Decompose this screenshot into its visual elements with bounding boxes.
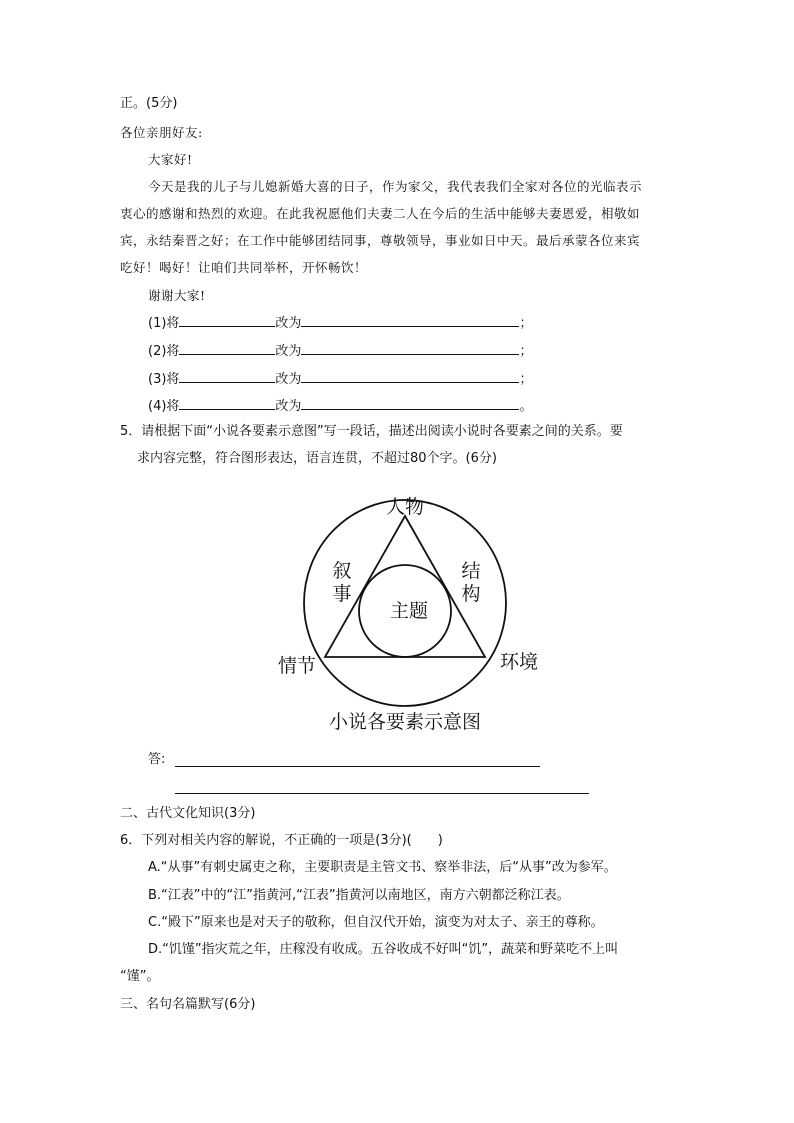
section2-heading: 二、古代文化知识(3分) — [120, 806, 256, 821]
intro-line: 正。(5分) — [120, 96, 178, 111]
fill-item-mid: 改为 — [275, 344, 302, 359]
fill-blank-to[interactable] — [301, 395, 519, 410]
section3-heading: 三、名句名篇默写(6分) — [120, 997, 256, 1012]
fill-blank-from[interactable] — [179, 340, 275, 355]
fill-item-num: (1)将 — [148, 316, 180, 331]
fill-item-num: (4)将 — [148, 399, 180, 414]
label-characters: 人物 — [385, 496, 425, 518]
q5-line-2: 求内容完整，符合图形表达，语言连贯，不超过80个字。(6分) — [137, 451, 497, 466]
hello: 大家好! — [148, 152, 193, 167]
q6-option-b: B.“江表”中的“江”指黄河,“江表”指黄河以南地区，南方六朝都泛称江表。 — [148, 888, 570, 903]
fill-blank-from[interactable] — [179, 312, 275, 327]
fill-blank-from[interactable] — [179, 395, 275, 410]
speech-line-1: 今天是我的儿子与儿媳新婚大喜的日子，作为家父，我代表我们全家对各位的光临表示 — [148, 179, 643, 194]
q6-option-a: A.“从事”有刺史属吏之称，主要职责是主管文书、察举非法，后“从事”改为参军。 — [148, 860, 617, 875]
q6-option-c: C.“殿下”原来也是对天子的敬称，但自汉代开始，演变为对太子、亲王的尊称。 — [148, 915, 604, 930]
greeting: 各位亲朋好友: — [120, 125, 203, 140]
q5-line-1: 5．请根据下面“小说各要素示意图”写一段话，描述出阅读小说时各要素之间的关系。要 — [120, 424, 623, 439]
fill-item-mid: 改为 — [275, 399, 302, 414]
speech-line-4: 吃好！喝好！让咱们共同举杯，开怀畅饮！ — [120, 260, 368, 275]
fill-item-mid: 改为 — [275, 316, 302, 331]
fill-blank-to[interactable] — [301, 340, 519, 355]
q6-stem: 6．下列对相关内容的解说，不正确的一项是(3分)( ) — [120, 833, 443, 848]
fill-blank-to[interactable] — [301, 368, 519, 383]
label-structure-2: 构 — [461, 583, 481, 605]
fill-blank-from[interactable] — [179, 368, 275, 383]
fill-item-end: ； — [519, 344, 533, 359]
q6-option-d-cont: “馑”。 — [120, 969, 160, 984]
fill-item-4 — [148, 395, 532, 417]
label-theme: 主题 — [389, 600, 429, 622]
answer-label: 答: — [148, 752, 166, 767]
fill-item-num: (3)将 — [148, 372, 180, 387]
q6-option-d: D.“饥馑”指灾荒之年，庄稼没有收成。五谷收成不好叫“饥”，蔬菜和野菜吃不上叫 — [148, 942, 619, 957]
label-narration-2: 事 — [332, 583, 352, 605]
fill-blank-to[interactable] — [301, 312, 519, 327]
thanks: 谢谢大家! — [148, 288, 206, 303]
novel-elements-diagram — [270, 490, 560, 740]
fill-item-mid: 改为 — [275, 372, 302, 387]
fill-item-end: ； — [519, 372, 533, 387]
label-plot: 情节 — [277, 655, 317, 677]
fill-item-3 — [148, 368, 532, 390]
fill-item-2 — [148, 340, 532, 362]
label-narration-1: 叙 — [332, 560, 352, 582]
diagram-caption: 小说各要素示意图 — [328, 711, 482, 733]
fill-item-end: 。 — [519, 399, 533, 414]
fill-item-1 — [148, 312, 532, 334]
label-environment: 环境 — [499, 651, 539, 673]
speech-line-2: 衷心的感谢和热烈的欢迎。在此我祝愿他们夫妻二人在今后的生活中能够夫妻恩爱，相敬如 — [120, 206, 641, 221]
speech-line-3: 宾，永结秦晋之好；在工作中能够团结同事，尊敬领导，事业如日中天。最后承蒙各位来宾 — [120, 233, 641, 248]
fill-item-num: (2)将 — [148, 344, 180, 359]
label-structure-1: 结 — [461, 560, 481, 582]
answer-line-1[interactable] — [175, 766, 540, 767]
answer-line-2[interactable] — [175, 793, 589, 794]
fill-item-end: ； — [519, 316, 533, 331]
